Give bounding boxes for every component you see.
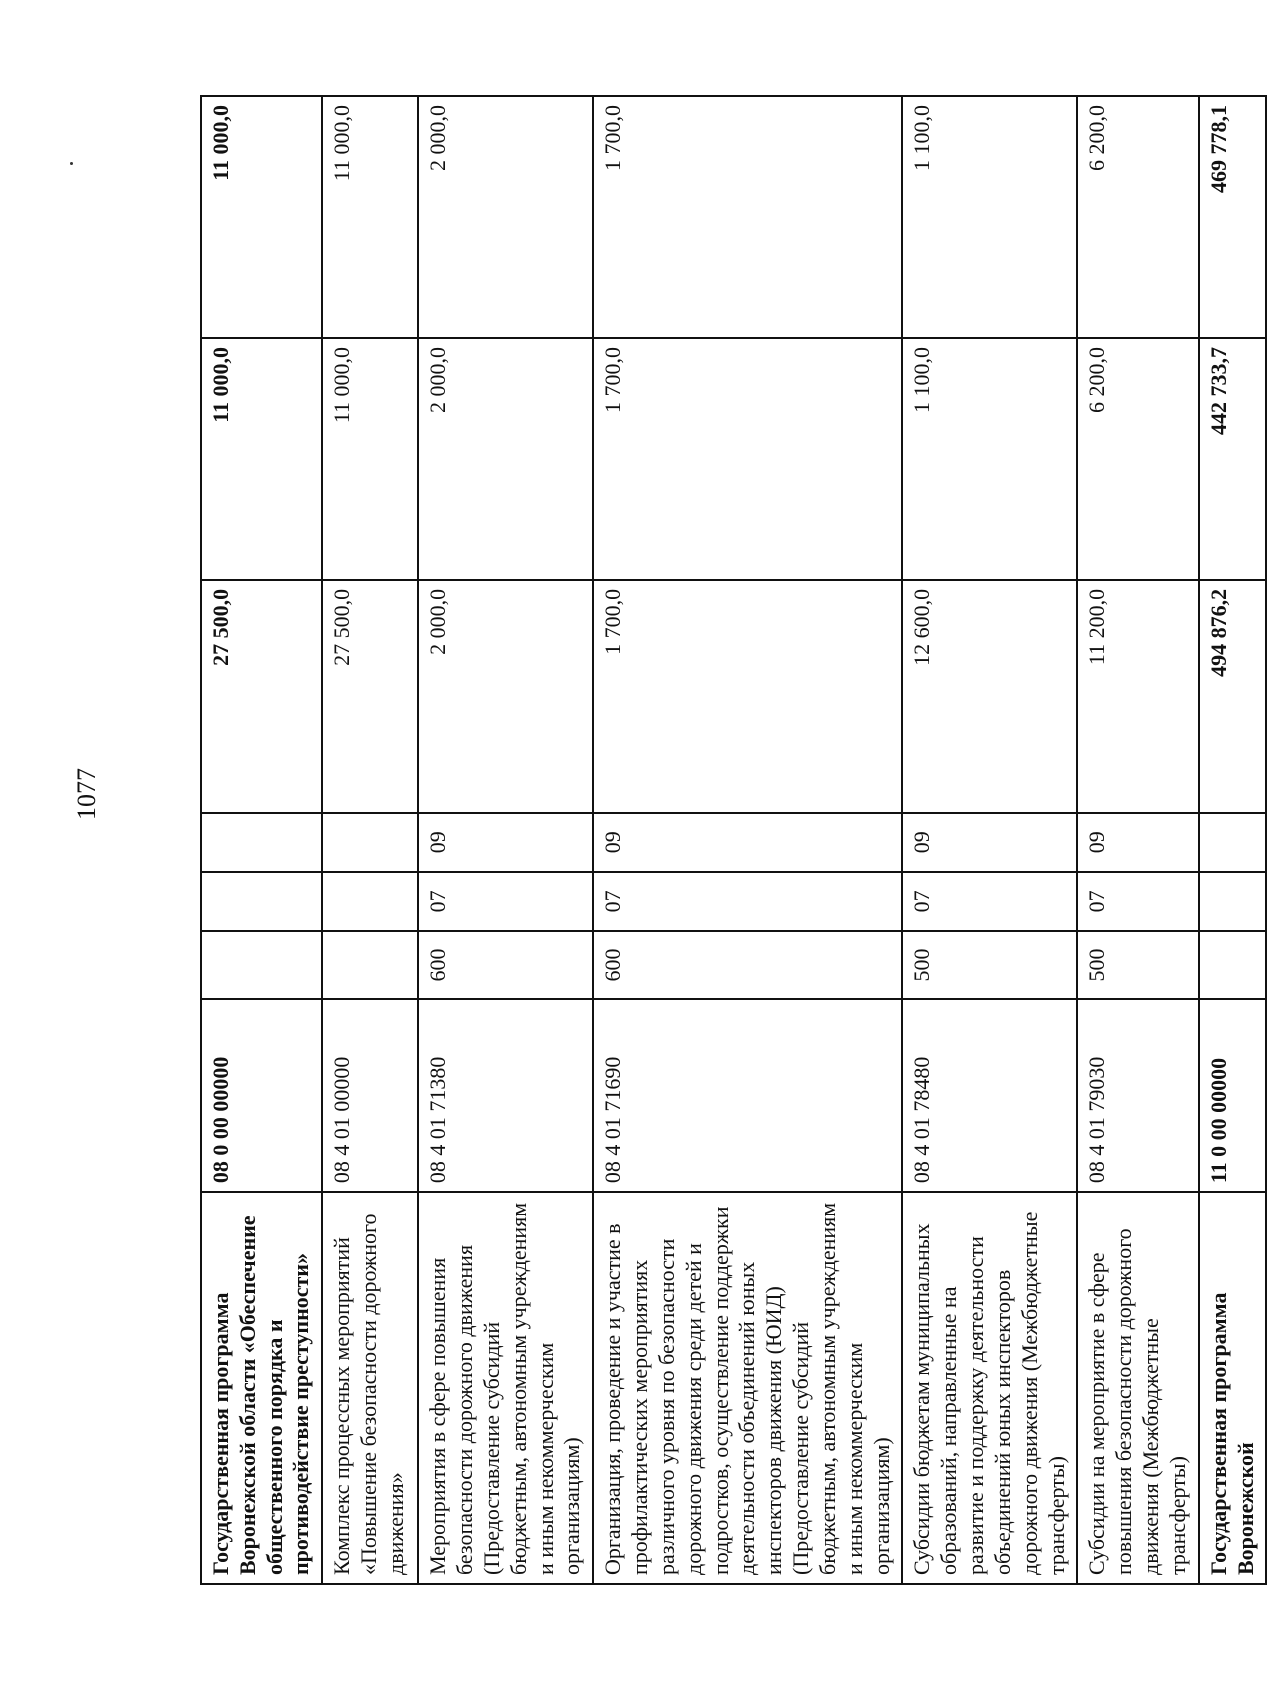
subsection-cell: 09	[902, 813, 1077, 872]
section-cell: 07	[593, 872, 902, 931]
amount-year1-cell: 12 600,0	[902, 580, 1077, 813]
expense-type-cell	[201, 931, 322, 999]
section-cell	[201, 872, 322, 931]
target-code-cell: 08 4 01 71380	[418, 999, 593, 1192]
target-code-cell: 08 4 01 71690	[593, 999, 902, 1192]
amount-year3-cell: 6 200,0	[1077, 96, 1198, 338]
amount-year1-cell: 27 500,0	[201, 580, 322, 813]
amount-year1-cell: 494 876,2	[1199, 580, 1267, 813]
amount-year2-cell: 6 200,0	[1077, 338, 1198, 580]
table-row	[1077, 96, 1198, 1584]
table-row	[902, 96, 1077, 1584]
row-name-cell: Субсидии на мероприятие в сфере повышения безопасности дорожного движения (Межбюджетные трансферты)	[1077, 1192, 1198, 1584]
row-name-cell: Субсидии бюджетам муниципальных образований, направленные на развитие и поддержку деятельности объединений юных инспекторов дорожного движения (Межбюджетные трансферты)	[902, 1192, 1077, 1584]
target-code-cell: 08 4 01 79030	[1077, 999, 1198, 1192]
subsection-cell	[322, 813, 418, 872]
rotated-table-container	[200, 95, 1258, 1585]
table-row	[322, 96, 418, 1584]
amount-year1-cell: 2 000,0	[418, 580, 593, 813]
row-name-cell: Организация, проведение и участие в профилактических мероприятиях различного уровня по безопасности дорожного движения среди детей и подростков, осуществление поддержки деятельности объединений юных инспекторов движения (ЮИД) (Предоставление субсидий бюджетным, автономным учреждениям и иным некоммерческим организациям)	[593, 1192, 902, 1584]
target-code-cell: 08 4 01 78480	[902, 999, 1077, 1192]
expense-type-cell: 500	[902, 931, 1077, 999]
target-code-cell: 08 0 00 00000	[201, 999, 322, 1192]
row-name-cell: Комплекс процессных мероприятий «Повышение безопасности дорожного движения»	[322, 1192, 418, 1584]
row-name-cell: Мероприятия в сфере повышения безопасности дорожного движения (Предоставление субсидий бюджетным, автономным учреждениям и иным некоммерческим организациям)	[418, 1192, 593, 1584]
table-body	[201, 96, 1266, 1584]
amount-year3-cell: 11 000,0	[201, 96, 322, 338]
section-cell	[322, 872, 418, 931]
table-row	[201, 96, 322, 1584]
subsection-cell: 09	[1077, 813, 1198, 872]
expense-type-cell: 500	[1077, 931, 1198, 999]
amount-year1-cell: 27 500,0	[322, 580, 418, 813]
amount-year2-cell: 11 000,0	[201, 338, 322, 580]
amount-year2-cell: 442 733,7	[1199, 338, 1267, 580]
expense-type-cell: 600	[418, 931, 593, 999]
budget-table	[200, 95, 1267, 1585]
amount-year2-cell: 1 700,0	[593, 338, 902, 580]
section-cell: 07	[418, 872, 593, 931]
target-code-cell: 11 0 00 00000	[1199, 999, 1267, 1192]
subsection-cell: 09	[418, 813, 593, 872]
amount-year2-cell: 11 000,0	[322, 338, 418, 580]
subsection-cell: 09	[593, 813, 902, 872]
page-number: 1077	[72, 768, 101, 820]
subsection-cell	[201, 813, 322, 872]
expense-type-cell	[1199, 931, 1267, 999]
row-name-cell: Государственная программа Воронежской	[1199, 1192, 1267, 1584]
table-row	[593, 96, 902, 1584]
table-row	[418, 96, 593, 1584]
section-cell	[1199, 872, 1267, 931]
amount-year3-cell: 469 778,1	[1199, 96, 1267, 338]
expense-type-cell	[322, 931, 418, 999]
amount-year1-cell: 11 200,0	[1077, 580, 1198, 813]
amount-year3-cell: 1 100,0	[902, 96, 1077, 338]
expense-type-cell: 600	[593, 931, 902, 999]
amount-year3-cell: 2 000,0	[418, 96, 593, 338]
amount-year1-cell: 1 700,0	[593, 580, 902, 813]
amount-year2-cell: 2 000,0	[418, 338, 593, 580]
section-cell: 07	[902, 872, 1077, 931]
scan-speck	[70, 162, 73, 165]
table-row	[1199, 96, 1267, 1584]
row-name-cell: Государственная программа Воронежской области «Обеспечение общественного порядка и противодействие преступности»	[201, 1192, 322, 1584]
amount-year3-cell: 11 000,0	[322, 96, 418, 338]
amount-year2-cell: 1 100,0	[902, 338, 1077, 580]
subsection-cell	[1199, 813, 1267, 872]
amount-year3-cell: 1 700,0	[593, 96, 902, 338]
target-code-cell: 08 4 01 00000	[322, 999, 418, 1192]
section-cell: 07	[1077, 872, 1198, 931]
